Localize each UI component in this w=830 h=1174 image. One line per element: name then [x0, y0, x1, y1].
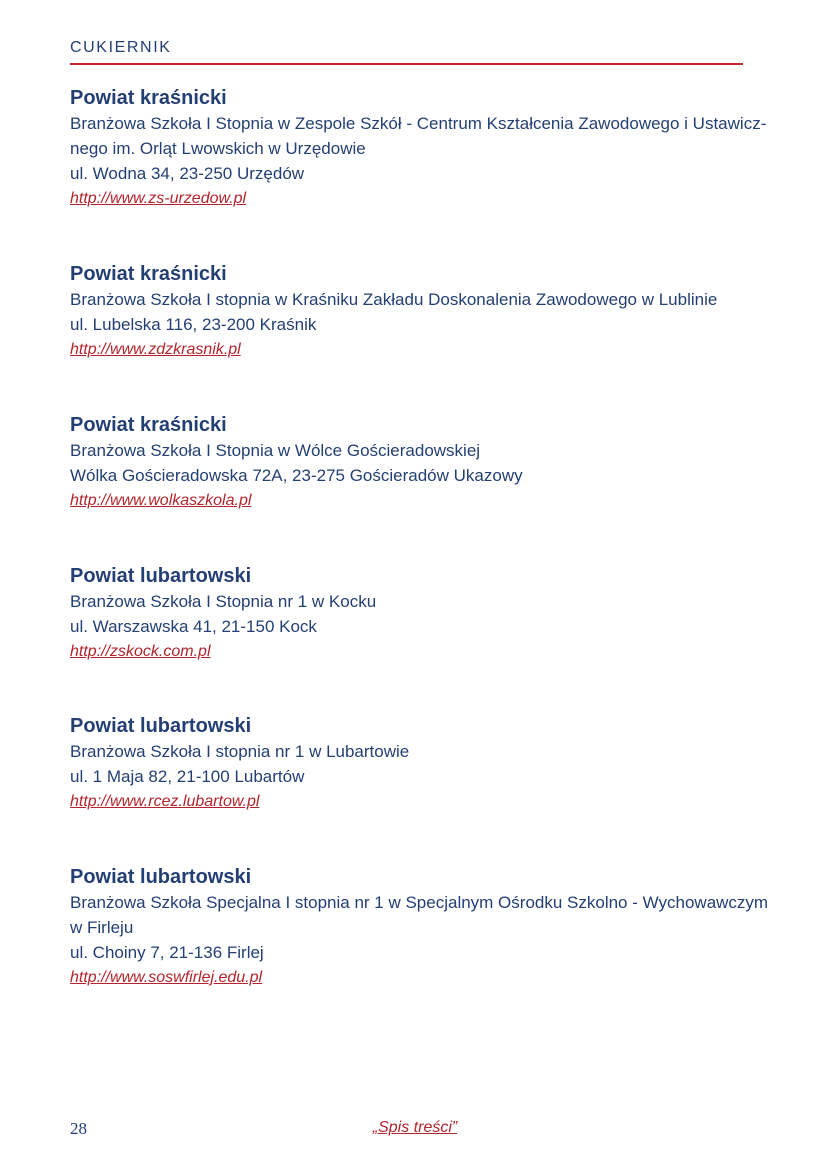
entry-title: Powiat lubartowski — [70, 866, 252, 888]
entry-line: Branżowa Szkoła I stopnia w Kraśniku Zakładu Doskonalenia Zawodowego w Lublinie — [70, 290, 718, 309]
entry-title: Powiat kraśnicki — [70, 414, 227, 436]
entry-line: Branżowa Szkoła I Stopnia w Zespole Szkół - Centrum Kształcenia Zawodowego i Ustawicz- — [70, 114, 767, 133]
school-entry — [70, 262, 750, 362]
entry-title: Powiat lubartowski — [70, 715, 252, 737]
entry-address: ul. Warszawska 41, 21-150 Kock — [70, 617, 317, 636]
entry-line: nego im. Orląt Lwowskich w Urzędowie — [70, 139, 366, 158]
entry-website-link[interactable]: http://zskock.com.pl — [70, 643, 211, 660]
section-title: CUKIERNIK — [70, 39, 172, 56]
page-header — [70, 38, 743, 65]
entry-address: ul. Lubelska 116, 23-200 Kraśnik — [70, 315, 317, 334]
entry-website-link[interactable]: http://www.wolkaszkola.pl — [70, 492, 252, 509]
entry-address: ul. Wodna 34, 23-250 Urzędów — [70, 164, 305, 183]
entry-title: Powiat kraśnicki — [70, 87, 227, 109]
entry-line: Branżowa Szkoła I Stopnia w Wólce Gościeradowskiej — [70, 441, 481, 460]
entry-title: Powiat lubartowski — [70, 565, 252, 587]
school-entry — [70, 714, 750, 814]
entry-line: Branżowa Szkoła Specjalna I stopnia nr 1 w Specjalnym Ośrodku Szkolno - Wychowawczym — [70, 893, 769, 912]
entry-line: Branżowa Szkoła I Stopnia nr 1 w Kocku — [70, 592, 377, 611]
entry-title: Powiat kraśnicki — [70, 263, 227, 285]
entry-address: ul. 1 Maja 82, 21-100 Lubartów — [70, 767, 305, 786]
school-entry — [70, 413, 750, 513]
entry-line: w Firleju — [70, 918, 134, 937]
school-entry — [70, 865, 769, 990]
toc-link-container — [0, 1119, 830, 1137]
entry-address: Wólka Gościeradowska 72A, 23-275 Gościeradów Ukazowy — [70, 466, 523, 485]
school-entry — [70, 564, 750, 664]
entry-website-link[interactable]: http://www.zs-urzedow.pl — [70, 190, 247, 207]
table-of-contents-link[interactable]: „Spis treści” — [372, 1119, 458, 1136]
entry-line: Branżowa Szkoła I stopnia nr 1 w Lubartowie — [70, 742, 410, 761]
entry-website-link[interactable]: http://www.zdzkrasnik.pl — [70, 341, 241, 358]
school-entry — [70, 86, 767, 211]
page-number: 28 — [70, 1119, 87, 1138]
entry-website-link[interactable]: http://www.soswfirlej.edu.pl — [70, 969, 263, 986]
entry-website-link[interactable]: http://www.rcez.lubartow.pl — [70, 793, 260, 810]
entry-address: ul. Choiny 7, 21-136 Firlej — [70, 943, 264, 962]
